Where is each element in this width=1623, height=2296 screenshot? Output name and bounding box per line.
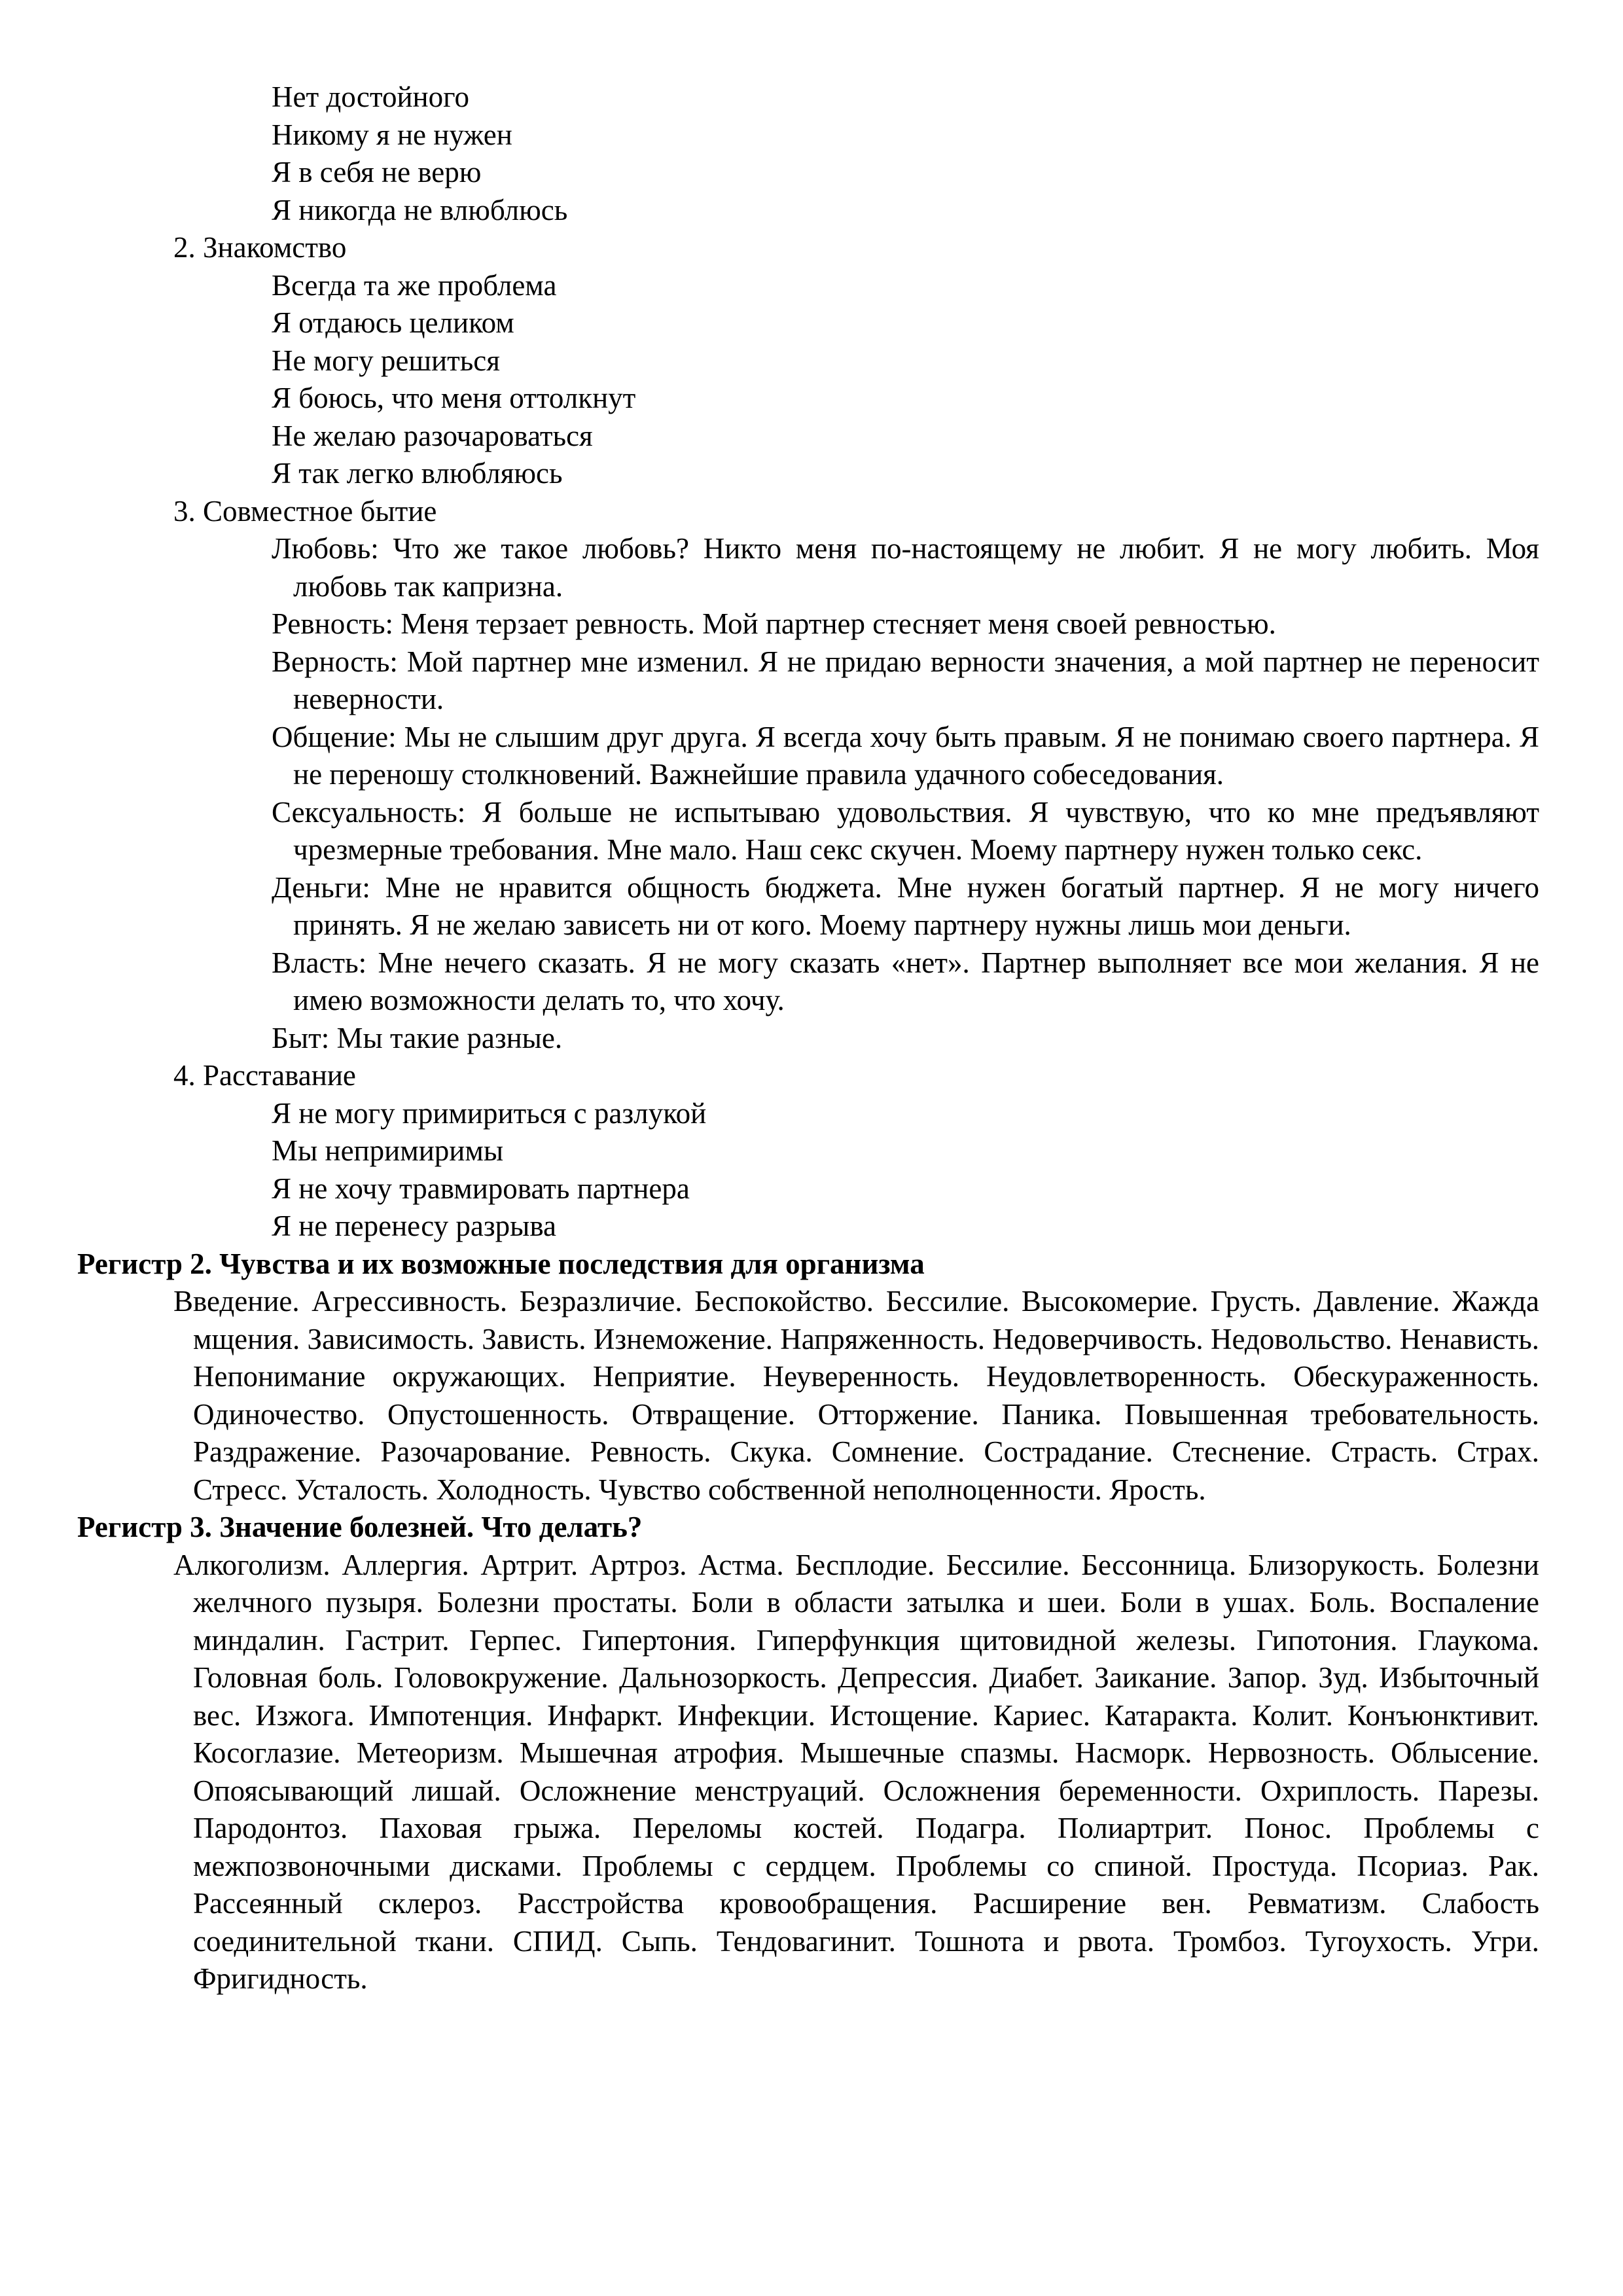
list-item: Не могу решиться — [272, 344, 500, 377]
list-item: Я боюсь, что меня оттолкнут — [272, 382, 636, 414]
paragraph-household: Быт: Мы такие разные. — [272, 1021, 563, 1054]
list-item: Никому я не нужен — [272, 118, 512, 151]
list-item: Не желаю разочароваться — [272, 419, 593, 452]
section-heading-acquaintance: 2. Знакомство — [173, 231, 347, 264]
list-item: Я в себя не верю — [272, 156, 482, 188]
register-3-heading: Регистр 3. Значение болезней. Что делать? — [77, 1511, 643, 1543]
document-page — [0, 79, 1623, 1998]
list-item: Всегда та же проблема — [272, 268, 557, 302]
paragraph-communication: Общение: Мы не слышим друг друга. Я всегда хочу быть правым. Я не понимаю своего партнера. Я не переношу столкновений. Важнейшие правила удачного собеседования. — [272, 720, 1539, 791]
paragraph-jealousy: Ревность: Меня терзает ревность. Мой партнер стесняет меня своей ревностью. — [272, 607, 1276, 640]
list-item: Я не хочу травмировать партнера — [272, 1172, 690, 1205]
register-2-heading: Регистр 2. Чувства и их возможные последствия для организма — [77, 1247, 925, 1280]
register-2-body: Введение. Агрессивность. Безразличие. Беспокойство. Бессилие. Высокомерие. Грусть. Давление. Жажда мщения. Зависимость. Зависть. Изнеможение. Напряженность. Недоверчивость. Недовольство. Ненависть. Непонимание окружающих. Неприятие. Неуверенность. Неудовлетворенность. Обескураженность. Одиночество. Опустошенность. Отвращение. Отторжение. Паника. Повышенная требовательность. Раздражение. Разочарование. Ревность. Скука. Сомнение. Сострадание. Стеснение. Страсть. Страх. Стресс. Усталость. Холодность. Чувство собственной неполноценности. Ярость. — [173, 1285, 1539, 1506]
paragraph-sexuality: Сексуальность: Я больше не испытываю удовольствия. Я чувствую, что ко мне предъявляют чрезмерные требования. Мне мало. Наш секс скучен. Моему партнеру нужен только секс. — [272, 795, 1539, 866]
register-3-body: Алкоголизм. Аллергия. Артрит. Артроз. Астма. Бесплодие. Бессилие. Бессонница. Близорукость. Болезни желчного пузыря. Болезни простаты. Боли в области затылка и шеи. Боли в ушах. Боль. Воспаление миндалин. Гастрит. Герпес. Гипертония. Гиперфункция щитовидной железы. Гипотония. Глаукома. Головная боль. Головокружение. Дальнозоркость. Депрессия. Диабет. Заикание. Запор. Зуд. Избыточный вес. Изжога. Импотенция. Инфаркт. Инфекции. Истощение. Кариес. Катаракта. Колит. Конъюнктивит. Косоглазие. Метеоризм. Мышечная атрофия. Мышечные спазмы. Насморк. Нервозность. Облысение. Опоясывающий лишай. Осложнение менструаций. Осложнения беременности. Охриплость. Парезы. Пародонтоз. Паховая грыжа. Переломы костей. Подагра. Полиартрит. Понос. Проблемы с межпозвоночными дисками. Проблемы с сердцем. Проблемы со спиной. Простуда. Псориаз. Рак. Рассеянный склероз. Расстройства кровообращения. Расширение вен. Ревматизм. Слабость соединительной ткани. СПИД. Сыпь. Тендовагинит. Тошнота и рвота. Тромбоз. Тугоухость. Угри. Фригидность. — [173, 1548, 1539, 1995]
paragraph-money: Деньги: Мне не нравится общность бюджета. Мне нужен богатый партнер. Я не могу ничего принять. Я не желаю зависеть ни от кого. Моему партнеру нужны лишь мои деньги. — [272, 870, 1539, 941]
list-item: Я не могу примириться с разлукой — [272, 1096, 707, 1130]
list-item: Я никогда не влюблюсь — [272, 193, 568, 226]
paragraph-love: Любовь: Что же такое любовь? Никто меня по-настоящему не любит. Я не могу любить. Моя любовь так капризна. — [272, 532, 1539, 603]
list-item: Мы непримиримы — [272, 1134, 504, 1167]
section-heading-parting: 4. Расставание — [173, 1059, 356, 1092]
paragraph-fidelity: Верность: Мой партнер мне изменил. Я не придаю верности значения, а мой партнер не переносит неверности. — [272, 645, 1539, 715]
list-item: Я отдаюсь целиком — [272, 306, 514, 339]
list-item: Я так легко влюбляюсь — [272, 457, 563, 490]
paragraph-power: Власть: Мне нечего сказать. Я не могу сказать «нет». Партнер выполняет все мои желания. Я не имею возможности делать то, что хочу. — [272, 946, 1539, 1016]
list-item: Я не перенесу разрыва — [272, 1210, 557, 1242]
section-heading-cohabitation: 3. Совместное бытие — [173, 494, 437, 528]
list-item: Нет достойного — [272, 81, 469, 113]
